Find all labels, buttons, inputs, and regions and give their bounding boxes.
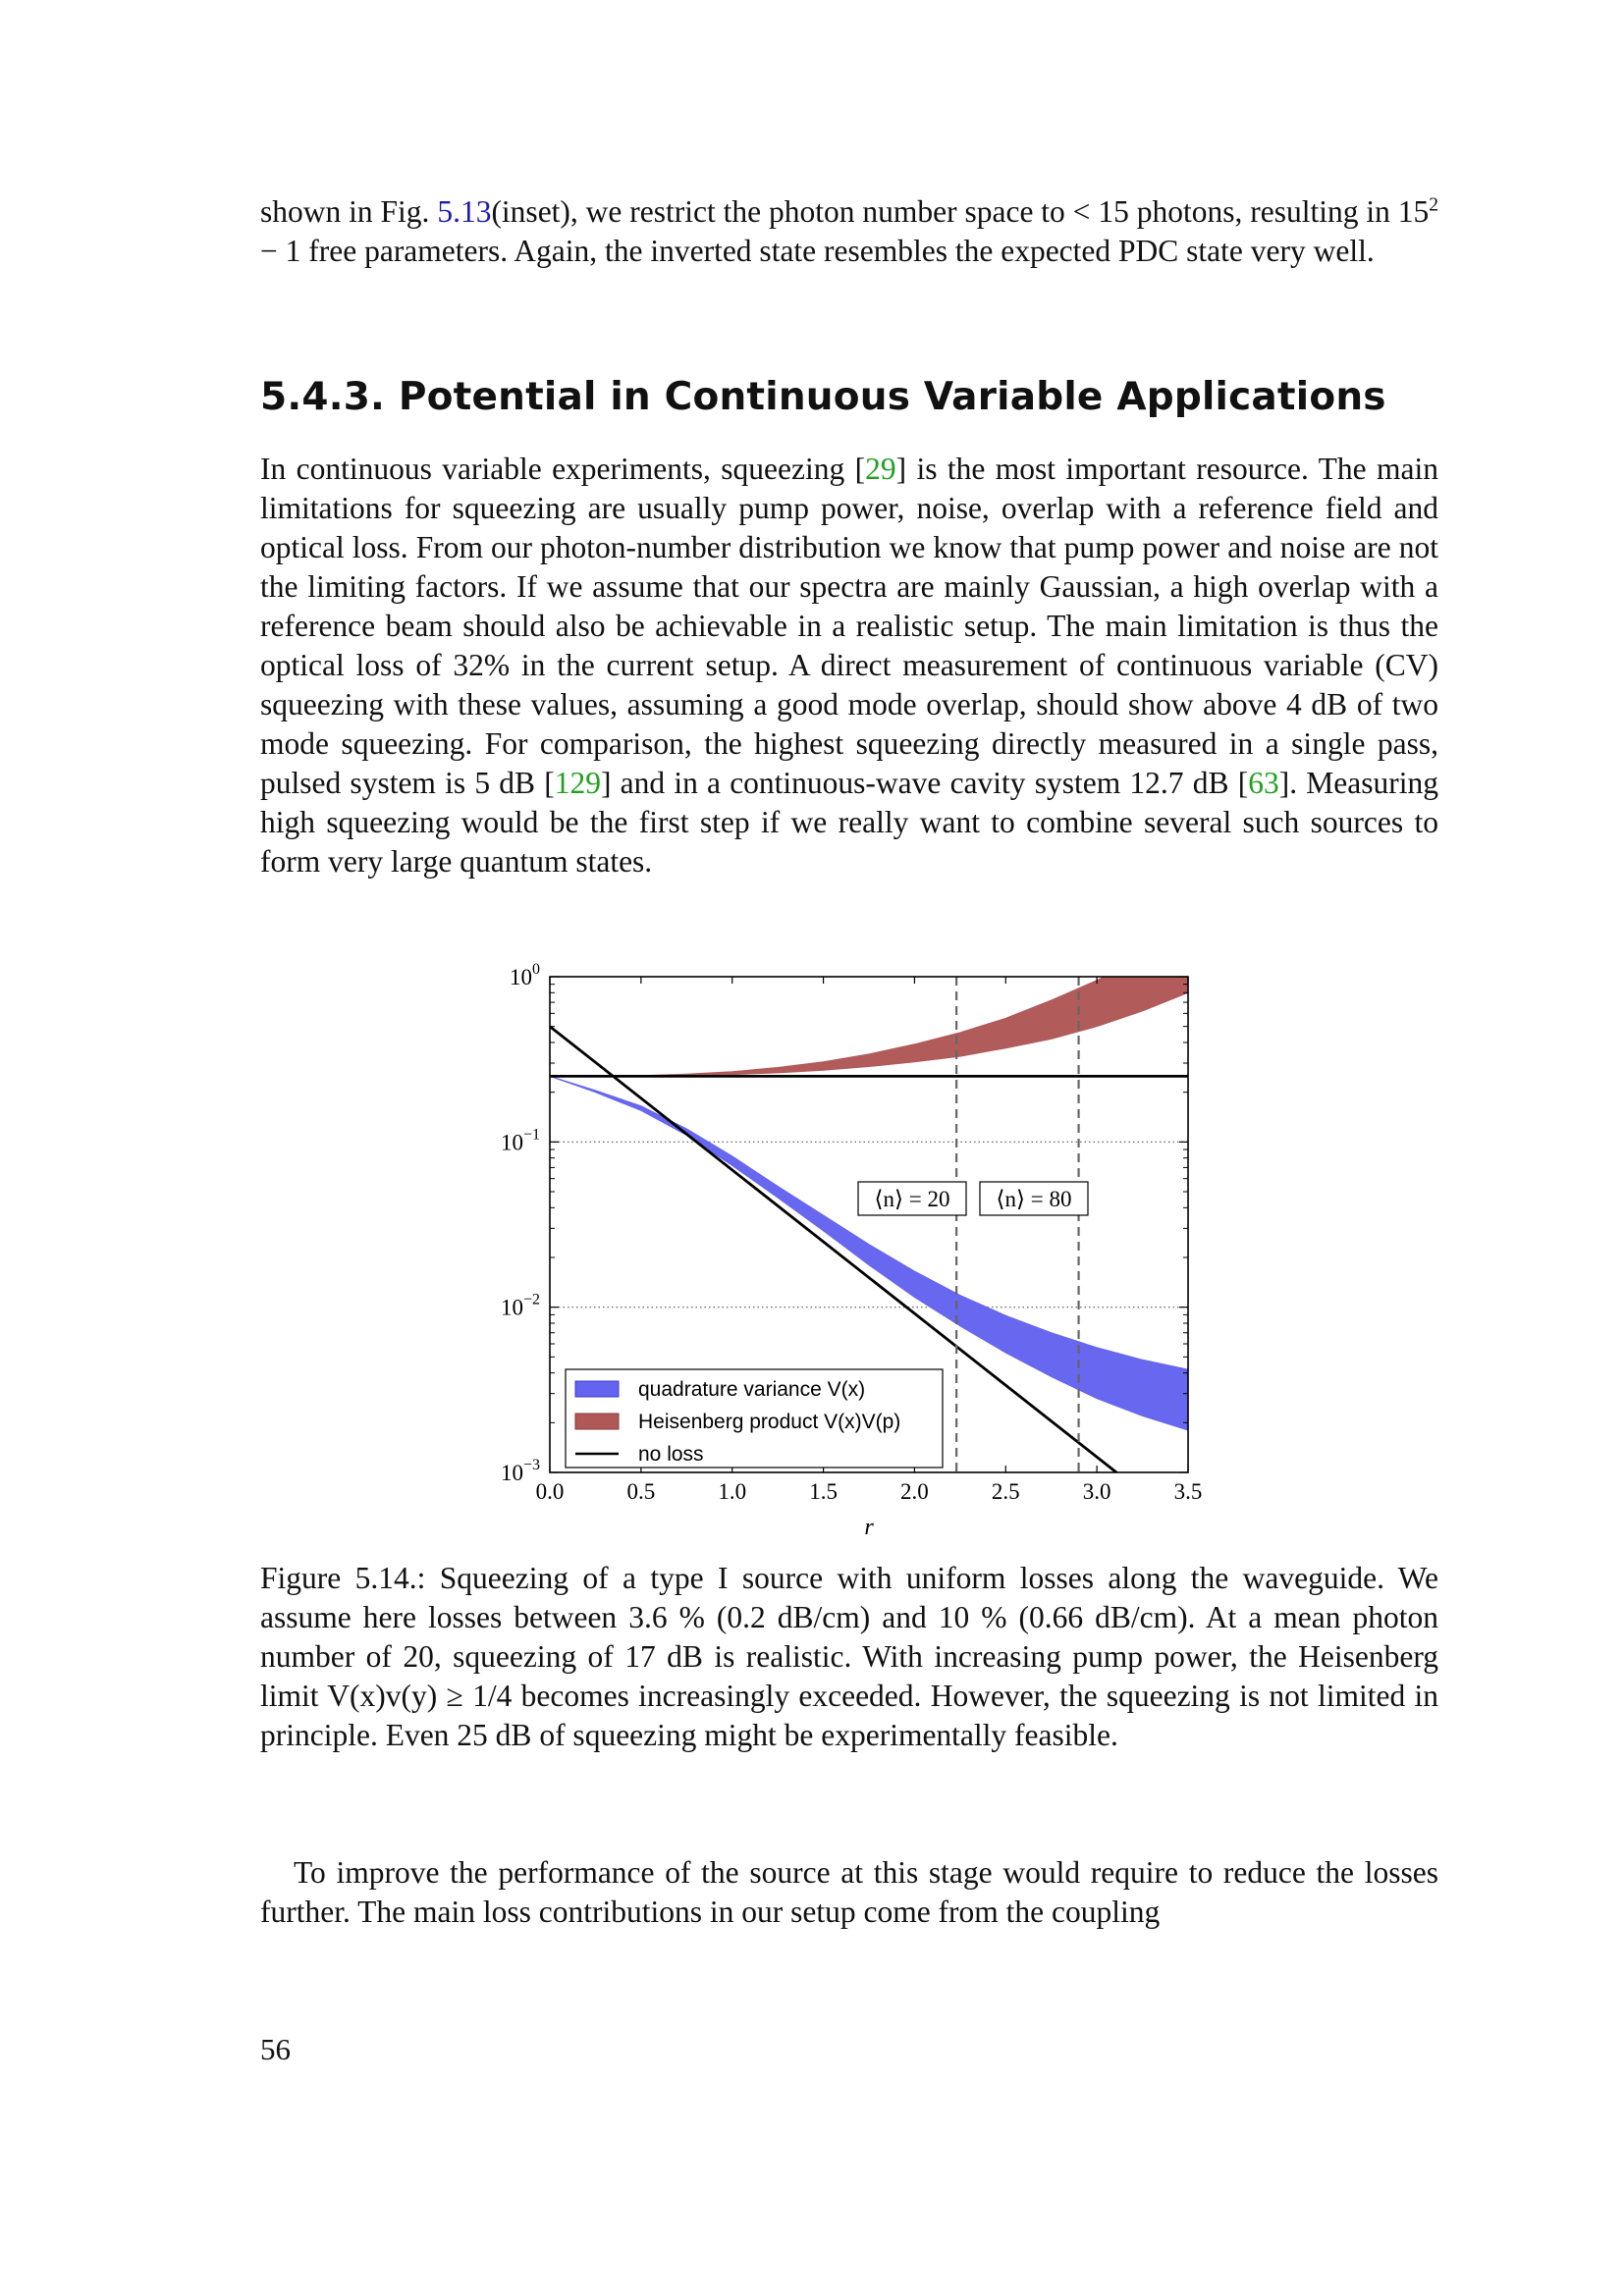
x-axis-label: r	[864, 1515, 874, 1540]
text-run: ]. Measuring high squeezing would be the first step if we really want to combine several such sources to form very large quantum states.	[260, 766, 1438, 879]
x-tick-label: 1.0	[718, 1479, 747, 1504]
legend-swatch-blue	[575, 1381, 619, 1397]
caption-label: Figure 5.14.:	[260, 1561, 426, 1595]
legend	[566, 1369, 943, 1468]
x-tick-label: 3.0	[1082, 1479, 1111, 1504]
text-run: (inset), we restrict the photon number space to < 15 photons, resulting in 15	[491, 194, 1430, 229]
citation-link[interactable]: 129	[554, 766, 601, 800]
annotation-n20	[858, 1182, 966, 1215]
caption-text: Squeezing of a type I source with uniform losses along the waveguide. We assume here losses between 3.6 % (0.2 dB/cm) and 10 % (0.66 dB/cm). At a mean photon number of 20, squeezing of 17 dB is realistic. With increasing pump power, the Heisenberg limit V(x)v(y) ≥ 1/4 becomes increasingly exceeded. However, the squeezing is not limited in principle. Even 25 dB of squeezing might be experimentally feasible.	[260, 1561, 1438, 1752]
y-tick-label: $10^0$	[510, 962, 540, 989]
legend-swatch-red	[575, 1414, 619, 1429]
band-heisenberg-product	[550, 962, 1188, 1076]
x-tick-label: 0.0	[535, 1479, 565, 1504]
x-tick-label: 0.5	[626, 1479, 656, 1504]
figure-caption	[260, 1559, 1438, 1755]
paragraph-intro	[260, 192, 1438, 271]
annotation-label: ⟨n⟩ = 80	[996, 1187, 1072, 1211]
page-number: 56	[260, 2032, 291, 2066]
legend-label: Heisenberg product V(x)V(p)	[638, 1411, 901, 1433]
x-tick-label: 2.5	[991, 1479, 1020, 1504]
y-tick-label: $10^{-3}$	[500, 1457, 540, 1485]
legend-label: quadrature variance V(x)	[638, 1378, 866, 1401]
figure-reference-link[interactable]: 5.13	[437, 194, 492, 229]
text-run: shown in Fig.	[260, 194, 438, 229]
x-tick-label: 1.5	[809, 1479, 838, 1504]
x-tick-label: 3.5	[1173, 1479, 1203, 1504]
text-run: − 1 free parameters. Again, the inverted state resembles the expected PDC state very well.	[260, 234, 1375, 268]
chart-svg	[481, 962, 1208, 1551]
paragraph-losses: To improve the performance of the source at this stage would require to reduce the losses further. The main loss contributions in our setup come from the coupling	[260, 1855, 1438, 1929]
x-tick-label: 2.0	[900, 1479, 929, 1504]
y-tick-label: $10^{-2}$	[500, 1291, 540, 1320]
section-heading: 5.4.3. Potential in Continuous Variable Applications	[260, 375, 1386, 419]
text-run: ] is the most important resource. The main limitations for squeezing are usually pump power, noise, overlap with a reference field and optical loss. From our photon-number distribution we know that pump power and noise are not the limiting factors. If we assume that our spectra are mainly Gaussian, a high overlap with a reference beam should also be achievable in a realistic setup. The main limitation is thus the optical loss of 32% in the current setup. A direct measurement of continuous variable (CV) squeezing with these values, assuming a good mode overlap, should show above 4 dB of two mode squeezing. For comparison, the highest squeezing directly measured in a single pass, pulsed system is 5 dB [	[260, 452, 1438, 800]
annotation-label: ⟨n⟩ = 20	[874, 1187, 950, 1211]
text-run: In continuous variable experiments, squeezing [	[260, 452, 866, 486]
text-run: ] and in a continuous-wave cavity system 12.7 dB [	[600, 766, 1249, 800]
grid-lines	[550, 1142, 1188, 1307]
superscript: 2	[1429, 194, 1438, 216]
paragraph-cv-squeezing	[260, 450, 1438, 881]
citation-link[interactable]: 29	[865, 452, 896, 486]
annotation-n80	[980, 1182, 1088, 1215]
citation-link[interactable]: 63	[1248, 766, 1279, 800]
figure-squeezing-chart	[481, 962, 1208, 1551]
y-tick-label: $10^{-1}$	[500, 1126, 540, 1155]
legend-label: no loss	[638, 1443, 704, 1466]
